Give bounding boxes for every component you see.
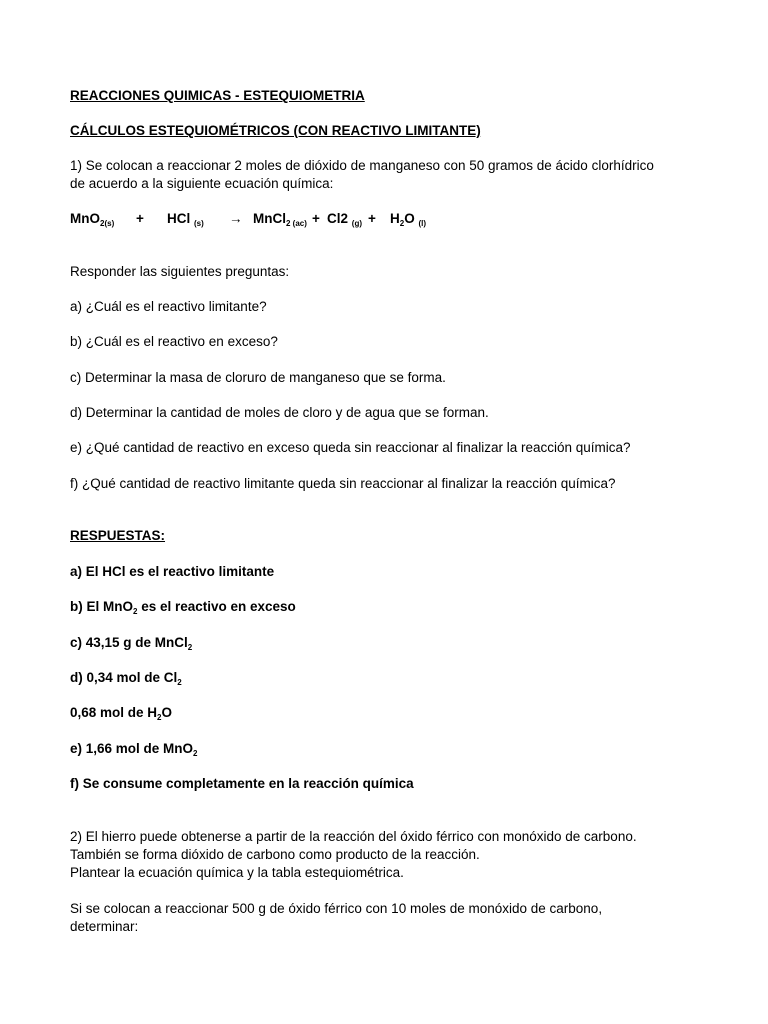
reaction-arrow: → bbox=[229, 211, 243, 226]
plus-sign: + bbox=[312, 211, 320, 226]
answer-e: e) 1,66 mol de MnO$_2$ bbox=[70, 741, 198, 758]
problem-2-line-4: Si se colocan a reaccionar 500 g de óxido férrico con 10 moles de monóxido de carbono, bbox=[70, 901, 603, 916]
problem-1-statement bbox=[70, 157, 710, 193]
problem-2-line-1: 2) El hierro puede obtenerse a partir de la reacción del óxido férrico con monóxido de carbono. bbox=[70, 829, 637, 844]
document-subtitle: CÁLCULOS ESTEQUIOMÉTRICOS (CON REACTIVO LIMITANTE) bbox=[70, 123, 481, 138]
reactant-mno2: MnO$_{2(s)}$ bbox=[70, 211, 115, 228]
plus-sign: + bbox=[368, 211, 376, 226]
question-b: b) ¿Cuál es el reactivo en exceso? bbox=[70, 334, 278, 349]
problem-2-conditions bbox=[70, 900, 710, 936]
product-mncl2: MnCl$_{2 (ac)}$ bbox=[253, 211, 307, 228]
problem-2-line-2: También se forma dióxido de carbono como producto de la reacción. bbox=[70, 847, 480, 862]
answer-d: d) 0,34 mol de $Cl_2$ bbox=[70, 670, 182, 687]
problem-2-statement bbox=[70, 828, 710, 882]
question-e: e) ¿Qué cantidad de reactivo en exceso queda sin reaccionar al finalizar la reacción química? bbox=[70, 440, 631, 455]
question-d: d) Determinar la cantidad de moles de cloro y de agua que se forman. bbox=[70, 405, 489, 420]
reactant-hcl: HCl $_{(s)}$ bbox=[167, 211, 204, 228]
question-a: a) ¿Cuál es el reactivo limitante? bbox=[70, 299, 267, 314]
product-h2o: $H_2O$ $_{(l)}$ bbox=[390, 211, 427, 228]
answer-f: f) Se consume completamente en la reacción química bbox=[70, 776, 414, 791]
product-cl2: Cl2 $_{(g)}$ bbox=[327, 211, 362, 228]
questions-prompt: Responder las siguientes preguntas: bbox=[70, 264, 290, 279]
question-f: f) ¿Qué cantidad de reactivo limitante queda sin reaccionar al finalizar la reacción química? bbox=[70, 476, 616, 491]
problem-1-line-1: 1) Se colocan a reaccionar 2 moles de dióxido de manganeso con 50 gramos de ácido clorhídrico bbox=[70, 158, 654, 173]
problem-1-line-2: de acuerdo a la siguiente ecuación química: bbox=[70, 176, 334, 191]
answer-a: a) El HCl es el reactivo limitante bbox=[70, 564, 275, 579]
document-title: REACCIONES QUIMICAS - ESTEQUIOMETRIA bbox=[70, 88, 365, 103]
answers-heading: RESPUESTAS: bbox=[70, 528, 166, 543]
question-c: c) Determinar la masa de cloruro de manganeso que se forma. bbox=[70, 370, 446, 385]
answer-d-water: 0,68 mol de $H_2O$ bbox=[70, 705, 173, 722]
problem-2-line-3: Plantear la ecuación química y la tabla estequiométrica. bbox=[70, 865, 404, 880]
plus-sign: + bbox=[136, 211, 144, 226]
problem-2-line-5: determinar: bbox=[70, 919, 139, 934]
answer-c: c) 43,15 g de MnCl$_2$ bbox=[70, 635, 193, 652]
answer-b: b) El MnO$_2$ es el reactivo en exceso bbox=[70, 599, 296, 616]
